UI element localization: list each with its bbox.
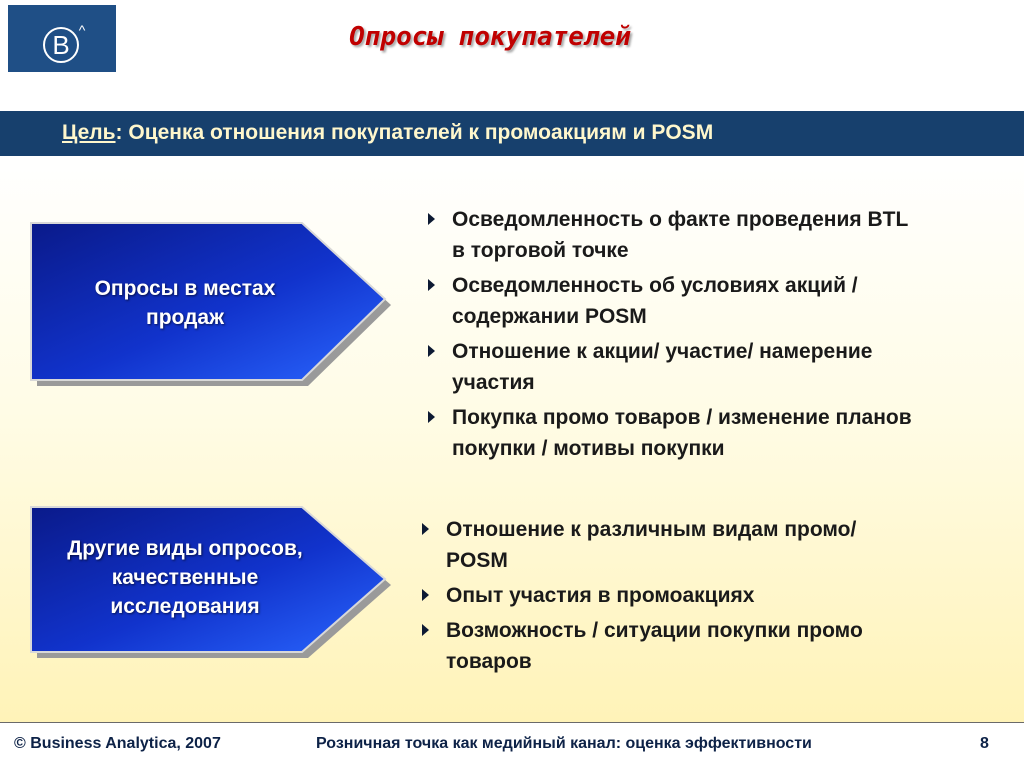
bullet-arrow-icon	[422, 523, 429, 535]
bullet-line: Возможность / ситуации покупки промо	[446, 619, 863, 642]
list-item	[418, 204, 998, 266]
block-2-bullets	[412, 514, 992, 681]
bullet-line: товаров	[446, 650, 532, 673]
block-2-title-line: Другие виды опросов,	[67, 537, 303, 560]
list-item	[418, 270, 998, 332]
goal-text	[62, 121, 713, 145]
bullet-arrow-icon	[428, 411, 435, 423]
block-2-title	[40, 534, 330, 621]
logo-letter: B	[52, 30, 70, 60]
logo-mark: ^	[78, 22, 86, 38]
list-item	[418, 402, 998, 464]
block-2-title-line: исследования	[110, 595, 260, 618]
goal-banner	[0, 111, 1024, 156]
bullet-arrow-icon	[428, 213, 435, 225]
bullet-line: Осведомленность об условиях акций /	[452, 274, 858, 297]
bullet-line: Покупка промо товаров / изменение планов	[452, 406, 912, 429]
bullet-line: в торговой точке	[452, 239, 629, 262]
bullet-line: POSM	[446, 549, 508, 572]
bullet-arrow-icon	[422, 624, 429, 636]
bullet-line: Осведомленность о факте проведения BTL	[452, 208, 909, 231]
list-item	[412, 580, 992, 611]
bullet-arrow-icon	[422, 589, 429, 601]
bullet-line: покупки / мотивы покупки	[452, 437, 725, 460]
goal-label: Цель	[62, 121, 116, 144]
goal-description: Оценка отношения покупателей к промоакциям и POSM	[122, 121, 714, 144]
list-item	[418, 336, 998, 398]
bullet-line: Отношение к различным видам промо/	[446, 518, 857, 541]
bullet-arrow-icon	[428, 345, 435, 357]
company-logo	[8, 5, 116, 72]
bullet-line: содержании POSM	[452, 305, 647, 328]
footer-subtitle: Розничная точка как медийный канал: оценка эффективности	[316, 735, 812, 752]
bullet-line: Опыт участия в промоакциях	[446, 584, 755, 607]
page-number: 8	[980, 735, 989, 752]
slide-footer	[0, 722, 1024, 769]
list-item	[412, 514, 992, 576]
logo-icon	[8, 5, 116, 72]
bullet-arrow-icon	[428, 279, 435, 291]
list-item	[412, 615, 992, 677]
goal-separator: :	[115, 121, 123, 144]
bullet-line: Отношение к акции/ участие/ намерение	[452, 340, 873, 363]
block-1-bullets	[418, 204, 998, 468]
slide-title: Опросы покупателей	[349, 22, 631, 52]
block-1-title-line: продаж	[146, 306, 224, 329]
slide-header	[0, 0, 1024, 111]
bullet-line: участия	[452, 371, 535, 394]
block-1-title	[40, 274, 330, 332]
block-1-title-line: Опросы в местах	[94, 277, 276, 300]
footer-copyright: © Business Analytica, 2007	[14, 735, 221, 752]
block-2-title-line: качественные	[111, 566, 259, 589]
slide-content	[0, 156, 1024, 722]
